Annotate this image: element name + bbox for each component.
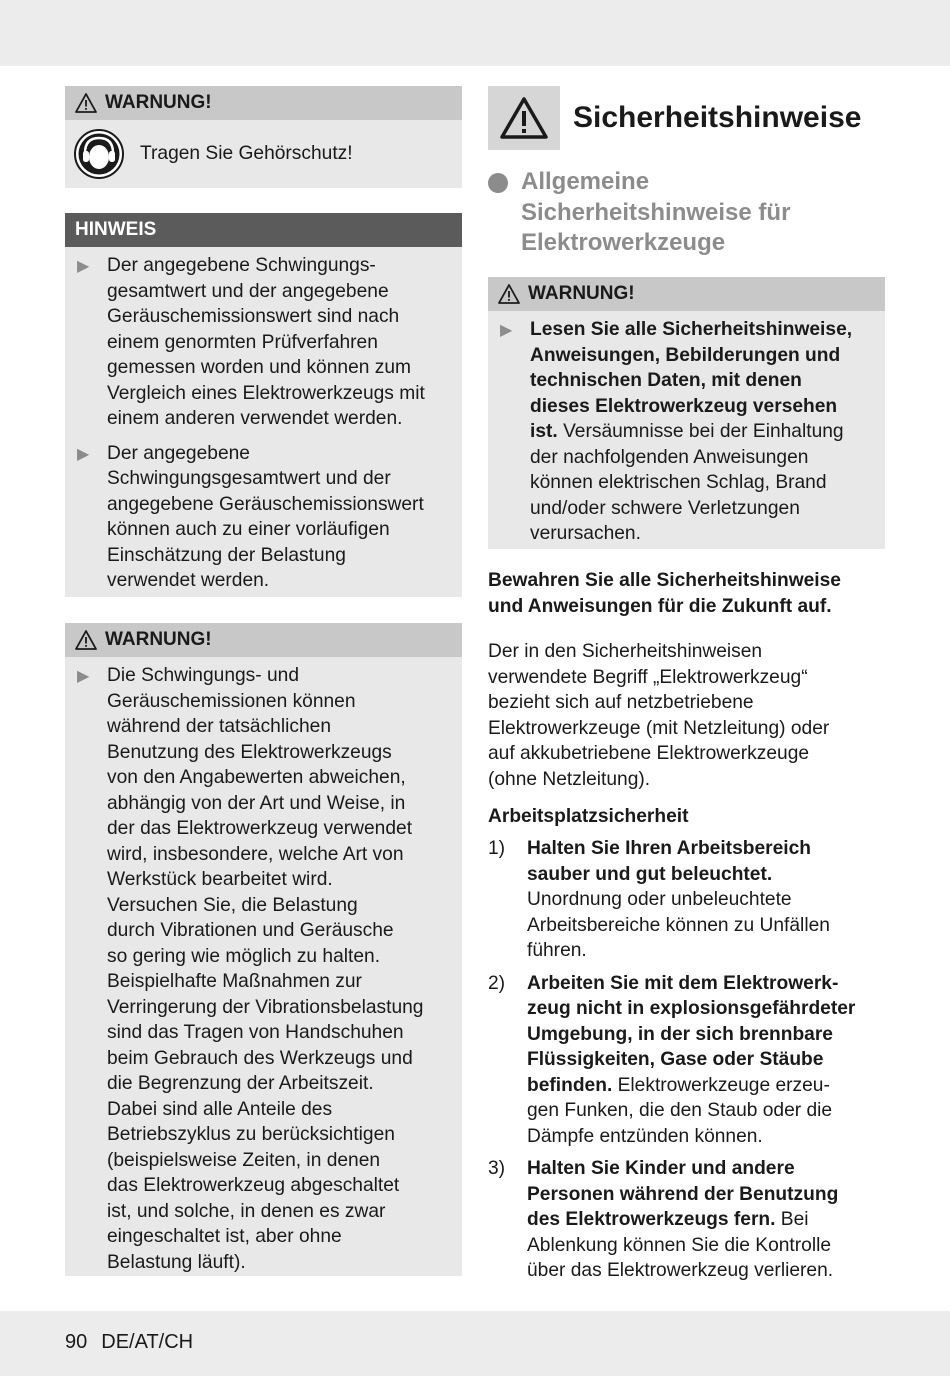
warning-label: WARNUNG!	[105, 629, 212, 650]
list-item: 3) Halten Sie Kinder und andere Personen während der Benutzung des Elektrowerkzeugs fern. Bei Ablenkung können Sie die Kontrolle über das Elektrowerkzeug verlieren.	[488, 1158, 839, 1281]
subsection-title: Allgemeine Sicherheitshinweise für Elektrowerkzeuge	[521, 168, 791, 256]
hearing-protection-text: Tragen Sie Gehörschutz!	[140, 143, 353, 165]
hinweis-label: HINWEIS	[75, 219, 157, 240]
bullet-arrow-icon: ▶	[77, 668, 90, 685]
section-title: Sicherheitshinweise	[573, 101, 862, 134]
list-item: ▶ Der angegebene Schwingungs- gesamtwert und der angegebene Geräuschemissionswert sind nach einem genormten Prüfverfahren gemessen worden und können zum Vergleich eines Elektrowerkzeugs mit einem anderen verwendet werden.	[65, 253, 462, 432]
list-item: 2) Arbeiten Sie mit dem Elektrowerk- zeug nicht in explosionsgefährdeter Umgebung, in der sich brennbare Flüssigkeiten, Gase oder Stäube befinden. Elektrowerkzeuge erzeu- gen Funken, die den Staub oder die Dämpfe entzünden können.	[488, 972, 856, 1147]
section-header	[488, 86, 885, 150]
page-number: 90	[65, 1331, 88, 1353]
page-footer	[65, 1331, 193, 1354]
warning-label: WARNUNG!	[105, 92, 212, 113]
warning-triangle-icon	[500, 97, 548, 139]
warning-header	[65, 623, 462, 657]
country-codes: DE/AT/CH	[101, 1331, 194, 1353]
section-warning-badge	[488, 86, 560, 150]
subsection-header	[488, 167, 885, 259]
definition-paragraph: Der in den Sicherheitshinweisen verwendete Begriff „Elektrowerkzeug“ bezieht sich auf netzbetriebene Elektrowerkzeuge (mit Netzleitung) oder auf akkubetriebene Elektrowerkzeuge (ohne Netzleitung).	[488, 641, 830, 790]
numbered-list	[488, 836, 885, 1284]
list-item: ▶ Lesen Sie alle Sicherheitshinweise, Anweisungen, Bebilderungen und technischen Daten, mit denen dieses Elektrowerkzeug versehen ist. Versäumnisse bei der Einhaltung der nachfolgenden Anweisungen können elektrischen Schlag, Brand und/oder schwere Verletzungen verursachen.	[488, 317, 885, 547]
bullet-arrow-icon: ▶	[77, 258, 90, 275]
warning-triangle-icon	[75, 630, 97, 650]
top-band	[0, 0, 950, 66]
warning-box-hearing	[65, 86, 462, 188]
warning-header	[65, 86, 462, 120]
list-item: ▶ Der angegebene Schwingungsgesamtwert und der angegebene Geräuschemissionswert können auch zu einer vorläufigen Einschätzung der Belastung verwendet werden.	[65, 441, 462, 594]
hinweis-header	[65, 213, 462, 247]
bullet-dot-icon	[488, 173, 508, 193]
warning-triangle-icon	[498, 284, 520, 304]
warning-label: WARNUNG!	[528, 283, 635, 304]
ear-protection-icon	[74, 129, 124, 179]
keep-instructions-note: Bewahren Sie alle Sicherheitshinweise und Anweisungen für die Zukunft auf.	[488, 570, 841, 617]
list-item: ▶ Die Schwingungs- und Geräuschemissionen können während der tatsächlichen Benutzung des Elektrowerkzeugs von den Angabewerten abweichen, abhängig von der Art und Weise, in der das Elektrowerkzeug verwendet wird, insbesondere, welche Art von Werkstück bearbeitet wird. Versuchen Sie, die Belastung durch Vibrationen und Geräusche so gering wie möglich zu halten. Beispielhafte Maßnahmen zur Verringerung der Vibrationsbelastung sind das Tragen von Handschuhen beim Gebrauch des Werkzeugs und die Begrenzung der Arbeitszeit. Dabei sind alle Anteile des Betriebszyklus zu berücksichtigen (beispielsweise Zeiten, in denen das Elektrowerkzeug abgeschaltet ist, und solche, in denen es zwar eingeschaltet ist, aber ohne Belastung läuft).	[65, 663, 462, 1275]
workplace-heading: Arbeitsplatzsicherheit	[488, 806, 689, 827]
hinweis-box	[65, 213, 462, 597]
warning-box-general	[488, 277, 885, 549]
list-item: 1) Halten Sie Ihren Arbeitsbereich sauber und gut beleuchtet. Unordnung oder unbeleuchtete Arbeitsbereiche können zu Unfällen führen.	[488, 838, 830, 961]
bullet-arrow-icon: ▶	[500, 322, 513, 339]
bullet-arrow-icon: ▶	[77, 445, 90, 463]
warning-box-vibration	[65, 623, 462, 1276]
warning-triangle-icon	[75, 93, 97, 113]
warning-header	[488, 277, 885, 311]
